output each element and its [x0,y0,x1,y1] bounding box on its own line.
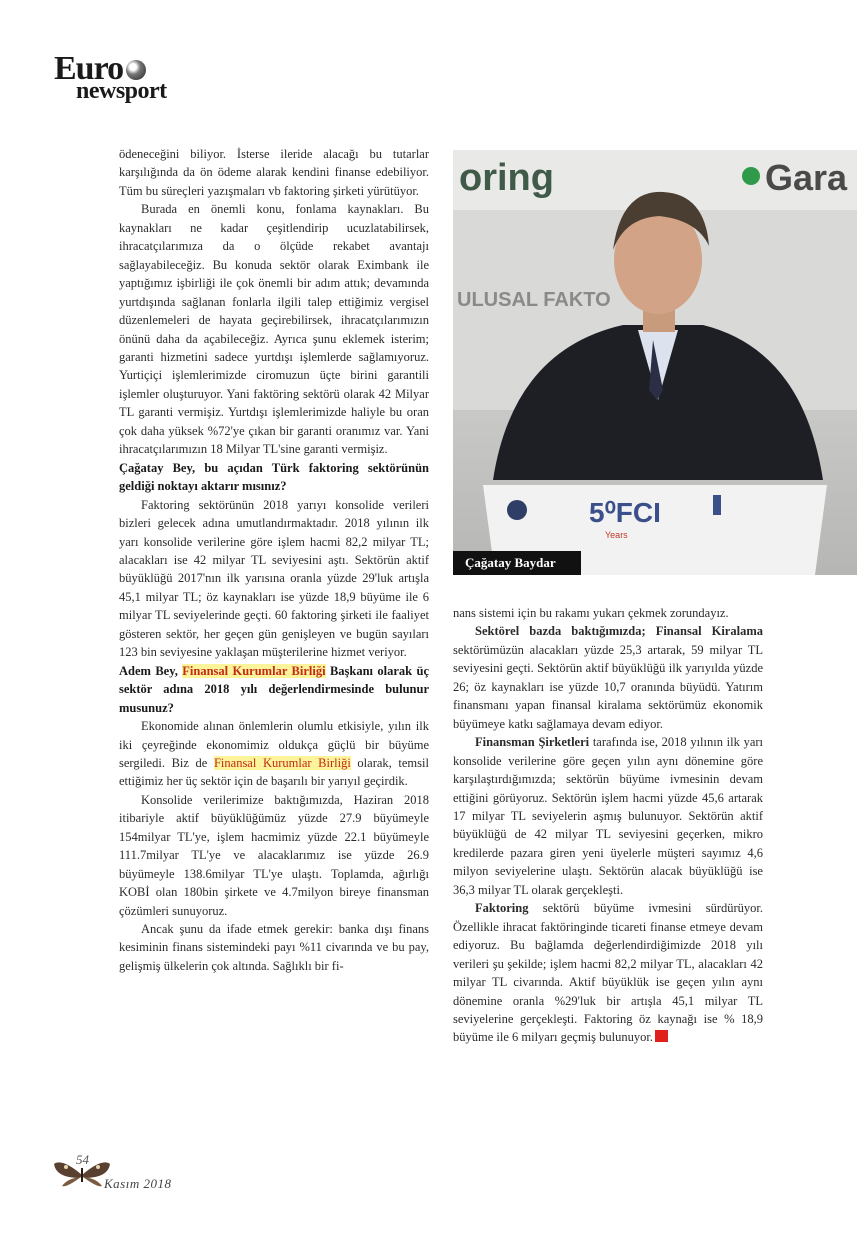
end-mark-icon [655,1030,668,1042]
issue-date: Kasım 2018 [104,1176,172,1191]
right-column [453,604,763,1047]
paragraph: Faktoring sektörünün 2018 yarıyı konsolide verileri bizleri gelecek adına umutlandırmaktadır. 2018 yılının ilk yarı konsolide verilerine göre işlem hacmi 82,2 milyar TL; alacakları ise 42 milyar TL seviyesini aştı. Sektörün aktif büyüklüğü 2017'nın ilk yarısına oranla yüzde 29'luk artışla 45,1 milyar TL; öz kaynakları ise yüzde 18,9 büyüme ile 6 milyar TL seviyelerinde geçti. 60 faktoring şirketi ile faaliyet gösteren sektör, her geçen gün genişleyen ve bugün sayıları 123 bin seviyesine yaklaşan müşterilerine hizmet veriyor. [119,497,429,660]
banner-right-text: Gara [765,157,848,198]
paragraph-text: tarafında ise, 2018 yılının ilk yarı konsolide verilerine göre geçen yılın aynı dönemine göre karşılaştırdığımızda; sektörün büyüme ivmesinin devam ettiğini görüyoruz. Sektörün işlem hacmi yüzde 45,6 artarak 17 milyar TL seviyelerin aşmış bulunuyor. Sektörün aktif büyüklüğü de 42 milyar TL seviyesini geçerken, mikro kredilerde pazara giren yeni üyelerle müşteri sayımız 4,6 milyon seviyelerine ulaştı. Sektörün alacak büyüklüğü ise 36,3 milyar TL olarak gerçekleşti. [453,735,764,897]
page-footer [52,1152,252,1202]
interview-question: Çağatay Bey, bu açıdan Türk faktoring sektörünün geldiği noktayı aktarır mısınız? [119,460,429,494]
section-lead: Sektörel bazda baktığımızda; Finansal Kiralama [475,624,763,639]
paragraph: Burada en önemli konu, fonlama kaynakları. Bu kaynakları ne kadar çeşitlendirip ucuzlatabilirsek, ihracatçılarımıza da o ölçüde rekabet avantajı sağlayabileceğiz. Bu konuda sektör olarak Eximbank ile yaptığımız işbirliği ile çok önemli bir adım attık; devamında yurtdışında sağlanan fonlarla ilgili talep ettiğimiz vergisel düzenlemeleri de hayata geçirebilirsek, ihracatçılarımızın önünü daha da açabileceğiz. Ayrıca şunu eklemek isterim; garanti hizmetini sadece yurtdışı işlemlerde sağlamıyoruz. Yurtiçiçi işlemlerimizde ciromuzun üçte birini garantili işlemler oluşturuyor. Yani faktöring sektörü olarak 42 Milyar TL garanti vermişiz. Yurtdışı işlemlerimizde haliyle bu oran çok daha yüksek %72'ye çıkan bir garanti oranımız var. Yani ihracatçılarımızın 18 Milyar TL'sine garanti vermişiz. [119,202,429,457]
logo-newsport: newsport [76,78,167,104]
paragraph: Konsolide verilerimize baktığımızda, Haziran 2018 itibariyle aktif büyüklüğümüz yüzde 27.9 büyümeyle 154milyar TL'ye, işlem hacmimiz yüzde 22.1 büyümeyle 111.7milyar TL'ye ve alacaklarımız ise yüzde 26.9 büyümeyle 138.6milyar TL'ye ulaştı. Toplamda, ağırlığı KOBİ olan 180bin şirkete ve 4.7milyon bireye finansman çözümleri sunuyoruz. [119,792,429,918]
highlighted-term: Finansal Kurumlar Birliği [213,755,351,770]
question-text: Başkanı olarak üç sektör adına 2018 yılı değerlendirmesinde bulunur musunuz? [119,663,430,715]
section-lead: Finansman Şirketleri [475,735,590,750]
banner-left-text: oring [459,157,554,199]
interview-question [119,662,429,717]
paragraph: ödeneceğini biliyor. İsterse ileride alacağı bu tutarlar karşılığında da ön ödeme alarak kendini finanse edebiliyor. Tüm bu süreçleri yazışmaları vb faktoring şirketi yürütüyor. [119,147,429,198]
highlighted-term: Finansal Kurumlar Birliği [182,663,326,678]
left-column [119,145,429,975]
paragraph: Ancak şunu da ifade etmek gerekir: banka dışı finans kesiminin finans sistemindeki payı %11 civarında ve bu pay, gelişmiş ülkelerin çok altında. Sağlıklı bir fi- [119,922,429,973]
globe-icon [126,60,146,80]
paragraph-text: olarak, temsil ettiğimiz her üç sektör için de başarılı bir yarıyıl geçirdik. [119,755,429,789]
paragraph [119,717,429,791]
paragraph [453,733,763,899]
section-lead: Faktoring [475,901,529,916]
paragraph [453,899,763,1047]
euronewsport-logo [54,50,184,106]
logo-euro: Euro [54,50,124,87]
speaker-photo-illustration [453,150,857,575]
paragraph-text: sektörümüzün alacakları yüzde 25,3 artarak, 59 milyar TL seviyesini geçti. Sektörün aktif büyüklüğü ilk yarıyılda yüzde 26; öz kaynakları ise yüzde 10,7 oranında büyüdü. Yatırım finansmanı yapan finansal kiralama sektörümüz ekonomik büyümeye katkı sağlamaya devam ediyor. [453,642,763,731]
podium-years: Years [605,530,628,540]
podium-logo: 5⁰FCI [589,497,661,528]
paragraph: nans sistemi için bu rakamı yukarı çekmek zorundayız. [453,606,729,620]
paragraph-text: sektörü büyüme ivmesini sürdürüyor. Özellikle ihracat faktöringinde ticareti finanse etmeye devam ediyoruz. Bu bağlamda değerlendirdiğimizde 2018 yılı verileri şu şekilde; işlem hacmi 82,2 milyar TL, alacakları 42 milyar TL civarında. Aktif büyüklük ise geçen yılın aynı dönemine oranla %29'luk bir artışla 45,1 milyar TL seviyelerine gerçekleşti. Faktoring öz kaynağı ise % 18,9 büyüme ile 6 milyarı geçmiş bulunuyor. [453,901,763,1045]
paragraph-text: Ekonomide alınan önlemlerin olumlu etkisiyle, yılın ilk iki çeyreğinde ekonomimiz oldukça güçlü bir büyüme sergiledi. Biz de [119,719,429,770]
paragraph [453,622,763,733]
speaker-photo [453,150,857,575]
question-text: Adem Bey, [119,663,183,678]
page-number: 54 [76,1152,89,1167]
wall-text: ULUSAL FAKTO [457,289,611,311]
photo-caption: Çağatay Baydar [453,551,581,575]
